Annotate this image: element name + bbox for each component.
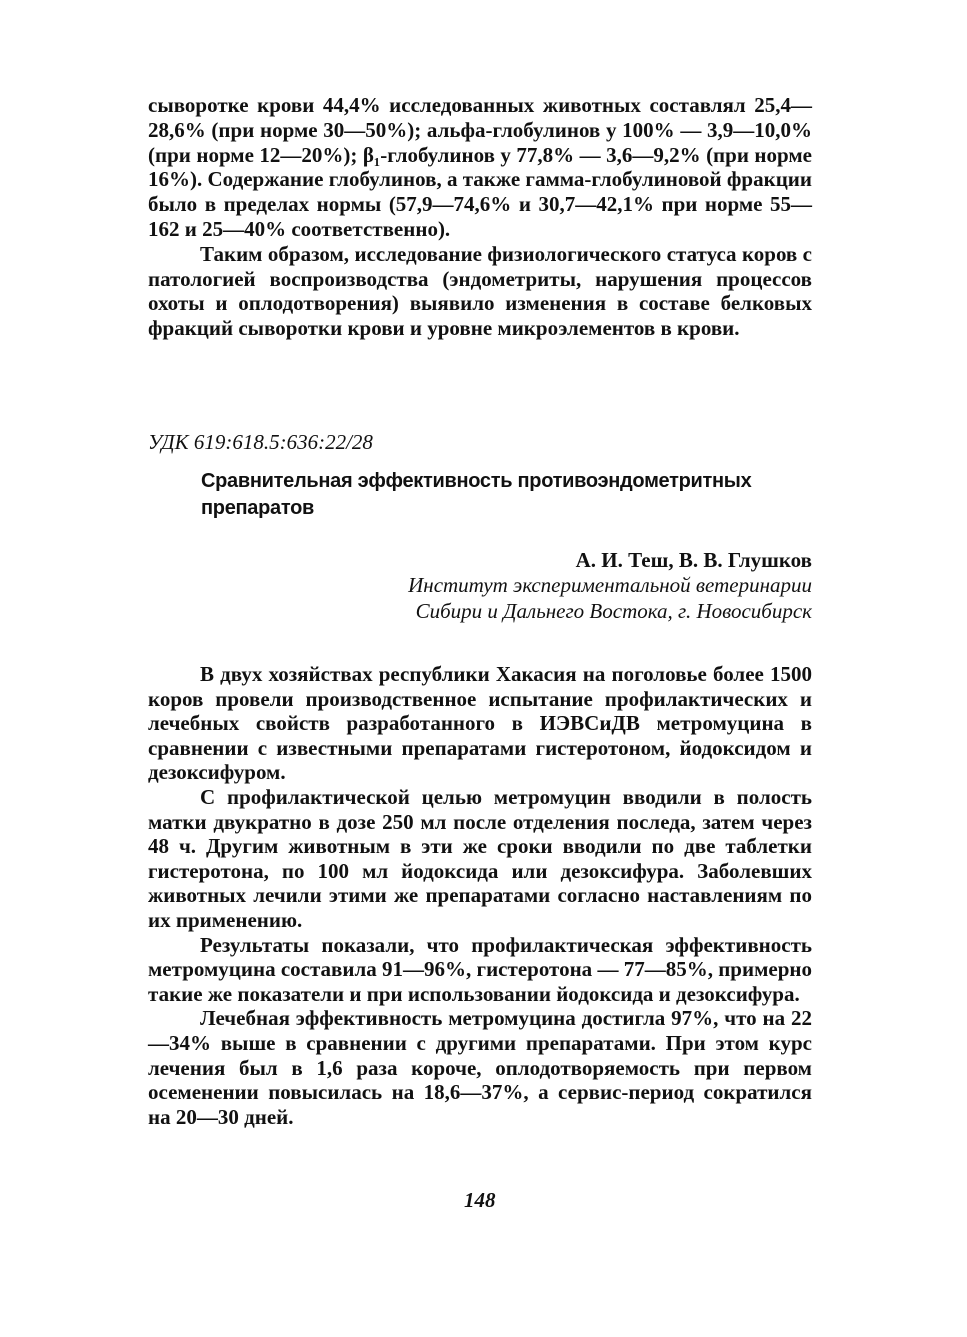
- article-body: [148, 662, 812, 1129]
- top-text-block: [148, 93, 812, 341]
- article-paragraph: Результаты показали, что профилактическая эффективность метромуцина составила 91—96%, гистеротона — 77—85%, примерно такие же показатели и при использовании йодоксида и дезоксифура.: [148, 932, 812, 1006]
- article-paragraph: С профилактической целью метромуцин вводили в полость матки двукратно в дозе 250 мл после отделения последа, затем через 48 ч. Другим животным в эти же сроки вводили по две таблетки гистеротона, по 100 мл йодоксида или дезоксифура. Заболевших животных лечили этими же препаратами согласно наставлениям по их применению.: [148, 784, 812, 932]
- udk-code: УДК 619:618.5:636:22/28: [148, 430, 373, 454]
- article-authors: А. И. Теш, В. В. Глушков: [575, 548, 812, 572]
- affiliation-line: Сибири и Дальнего Востока, г. Новосибирск: [415, 599, 812, 623]
- page-number: 148: [464, 1188, 496, 1212]
- article-paragraph: Лечебная эффективность метромуцина достигла 97%, что на 22—34% выше в сравнении с другими препаратами. При этом курс лечения был в 1,6 раза короче, оплодотворяемость при первом осеменении повысилась на 18,6—37%, а сервис-период сократился на 20—30 дней.: [148, 1006, 812, 1129]
- article-title: Сравнительная эффективность противоэндометритных препаратов: [201, 470, 752, 519]
- article-paragraph: В двух хозяйствах республики Хакасия на поголовье более 1500 коров провели производственное испытание профилактических и лечебных свойств разработанного в ИЭВСиДВ метромуцина в сравнении с известными препаратами гистеротоном, йодоксидом и дезоксифуром.: [148, 662, 812, 785]
- affiliation-line: Институт экспериментальной ветеринарии: [408, 573, 812, 597]
- continued-paragraph: сыворотке крови 44,4% исследованных животных составлял 25,4—28,6% (при норме 30—50%); альфа-глобулинов у 100% — 3,9—10,0% (при норме 12—20%); β₁-глобулинов у 77,8% — 3,6—9,2% (при норме 16%). Содержание глобулинов, а также гамма-глобулиновой фракции было в пределах нормы (57,9—74,6% и 30,7—42,1% при норме 55—162 и 25—40% соответственно).: [148, 93, 812, 241]
- author-affiliation: [408, 572, 812, 624]
- conclusion-paragraph: Таким образом, исследование физиологического статуса коров с патологией воспроизводства (эндометриты, нарушения процессов охоты и оплодотворения) выявило изменения в составе белковых фракций сыворотки крови и уровне микроэлементов в крови.: [148, 241, 812, 341]
